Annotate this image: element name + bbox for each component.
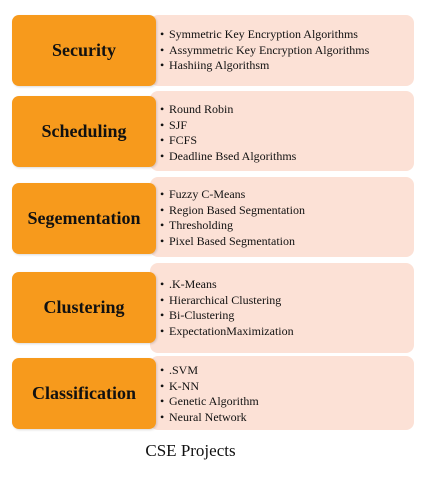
list-item: • Hierarchical Clustering bbox=[160, 292, 282, 307]
list-item: • Fuzzy C-Means bbox=[160, 187, 246, 201]
bullet-icon: • bbox=[160, 117, 165, 132]
item-list-classification bbox=[160, 363, 410, 426]
category-label-classification: Classification bbox=[31, 383, 136, 403]
bullet-icon: • bbox=[160, 394, 165, 409]
bullet-icon: • bbox=[160, 308, 165, 323]
item-panel-scheduling bbox=[150, 91, 414, 171]
bullet-icon: • bbox=[160, 42, 165, 57]
bullet-icon: • bbox=[160, 133, 165, 148]
list-item: • Neural Network bbox=[160, 410, 247, 425]
item-panel-segementation bbox=[150, 177, 414, 257]
list-item: • SJF bbox=[160, 117, 188, 132]
bullet-icon: • bbox=[160, 187, 165, 201]
list-item: • Genetic Algorithm bbox=[160, 394, 259, 409]
list-item: • Hashiing Algorithsm bbox=[160, 58, 270, 73]
bullet-icon: • bbox=[160, 292, 165, 307]
item-list-scheduling bbox=[160, 102, 410, 165]
bullet-icon: • bbox=[160, 277, 165, 291]
item-list-security bbox=[160, 27, 410, 74]
bullet-icon: • bbox=[160, 410, 165, 425]
bullet-icon: • bbox=[160, 27, 165, 41]
list-item: • Symmetric Key Encryption Algorithms bbox=[160, 27, 358, 41]
category-box-clustering bbox=[12, 272, 156, 343]
category-label-scheduling: Scheduling bbox=[41, 121, 127, 141]
bullet-icon: • bbox=[160, 58, 165, 73]
category-box-segementation bbox=[12, 183, 156, 254]
category-label-clustering: Clustering bbox=[43, 297, 125, 317]
bullet-icon: • bbox=[160, 202, 165, 217]
category-label-security: Security bbox=[52, 40, 116, 60]
item-list-segementation bbox=[160, 187, 410, 250]
bullet-icon: • bbox=[160, 234, 165, 249]
bullet-icon: • bbox=[160, 363, 165, 377]
list-item: • Bi-Clustering bbox=[160, 308, 235, 323]
list-item: • ExpectationMaximization bbox=[160, 324, 294, 339]
list-item: • Thresholding bbox=[160, 218, 233, 233]
category-box-scheduling bbox=[12, 96, 156, 167]
item-list-clustering bbox=[160, 277, 410, 340]
bullet-icon: • bbox=[160, 102, 165, 116]
bullet-icon: • bbox=[160, 324, 165, 339]
list-item: • Pixel Based Segmentation bbox=[160, 234, 295, 249]
list-item: • FCFS bbox=[160, 133, 198, 148]
list-item: • .K-Means bbox=[160, 277, 217, 291]
item-panel-classification bbox=[150, 356, 414, 430]
list-item: • Round Robin bbox=[160, 102, 234, 116]
bullet-icon: • bbox=[160, 149, 165, 164]
figure-caption: CSE Projects bbox=[145, 441, 236, 460]
category-box-classification bbox=[12, 358, 156, 429]
category-label-segementation: Segementation bbox=[27, 208, 141, 228]
item-panel-security bbox=[150, 15, 414, 86]
item-panel-clustering bbox=[150, 263, 414, 353]
list-item: • Deadline Bsed Algorithms bbox=[160, 149, 297, 164]
list-item: • .SVM bbox=[160, 363, 199, 377]
list-item: • K-NN bbox=[160, 378, 199, 393]
list-item: • Assymmetric Key Encryption Algorithms bbox=[160, 42, 370, 57]
list-item: • Region Based Segmentation bbox=[160, 202, 305, 217]
bullet-icon: • bbox=[160, 378, 165, 393]
bullet-icon: • bbox=[160, 218, 165, 233]
category-box-security bbox=[12, 15, 156, 86]
